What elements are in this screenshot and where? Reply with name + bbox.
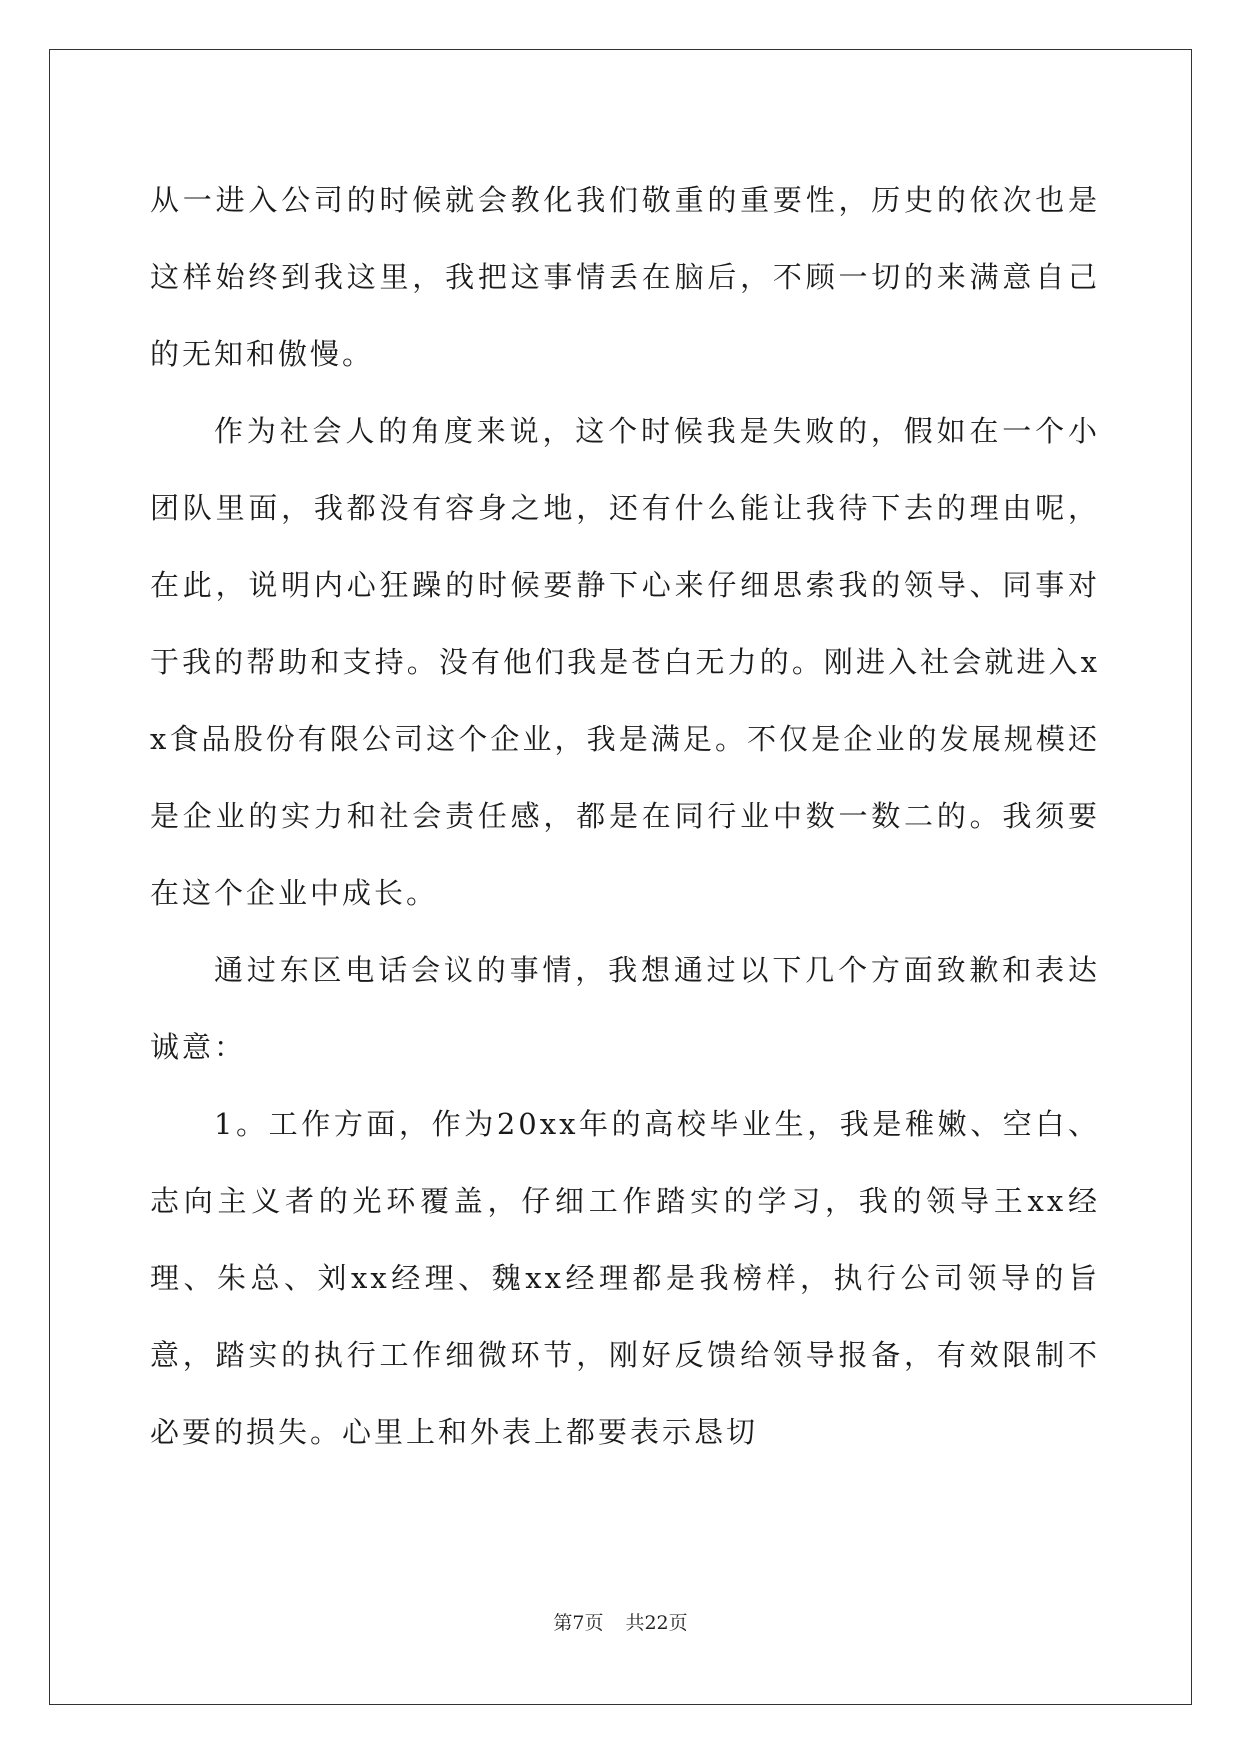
paragraph-2: 作为社会人的角度来说，这个时候我是失败的，假如在一个小团队里面，我都没有容身之地，还有什么能让我待下去的理由呢，在此，说明内心狂躁的时候要静下心来仔细思索我的领导、同事对于我的帮助和支持。没有他们我是苍白无力的。刚进入社会就进入xx食品股份有限公司这个企业，我是满足。不仅是企业的发展规模还是企业的实力和社会责任感，都是在同行业中数一数二的。我须要在这个企业中成长。 (150, 414, 1100, 910)
page-number-total: 共22页 (625, 1612, 688, 1634)
document-body (150, 162, 1100, 1471)
paragraph-1: 从一进入公司的时候就会教化我们敬重的重要性，历史的依次也是这样始终到我这里，我把这事情丢在脑后，不顾一切的来满意自己的无知和傲慢。 (150, 183, 1100, 371)
page-footer (0, 1611, 1241, 1635)
paragraph-4: 1。工作方面，作为20xx年的高校毕业生，我是稚嫩、空白、志向主义者的光环覆盖，仔细工作踏实的学习，我的领导王xx经理、朱总、刘xx经理、魏xx经理都是我榜样，执行公司领导的旨意，踏实的执行工作细微环节，刚好反馈给领导报备，有效限制不必要的损失。心里上和外表上都要表示恳切 (150, 1107, 1100, 1449)
page-number-current: 第7页 (553, 1612, 604, 1634)
paragraph-3: 通过东区电话会议的事情，我想通过以下几个方面致歉和表达诚意： (150, 953, 1100, 1064)
